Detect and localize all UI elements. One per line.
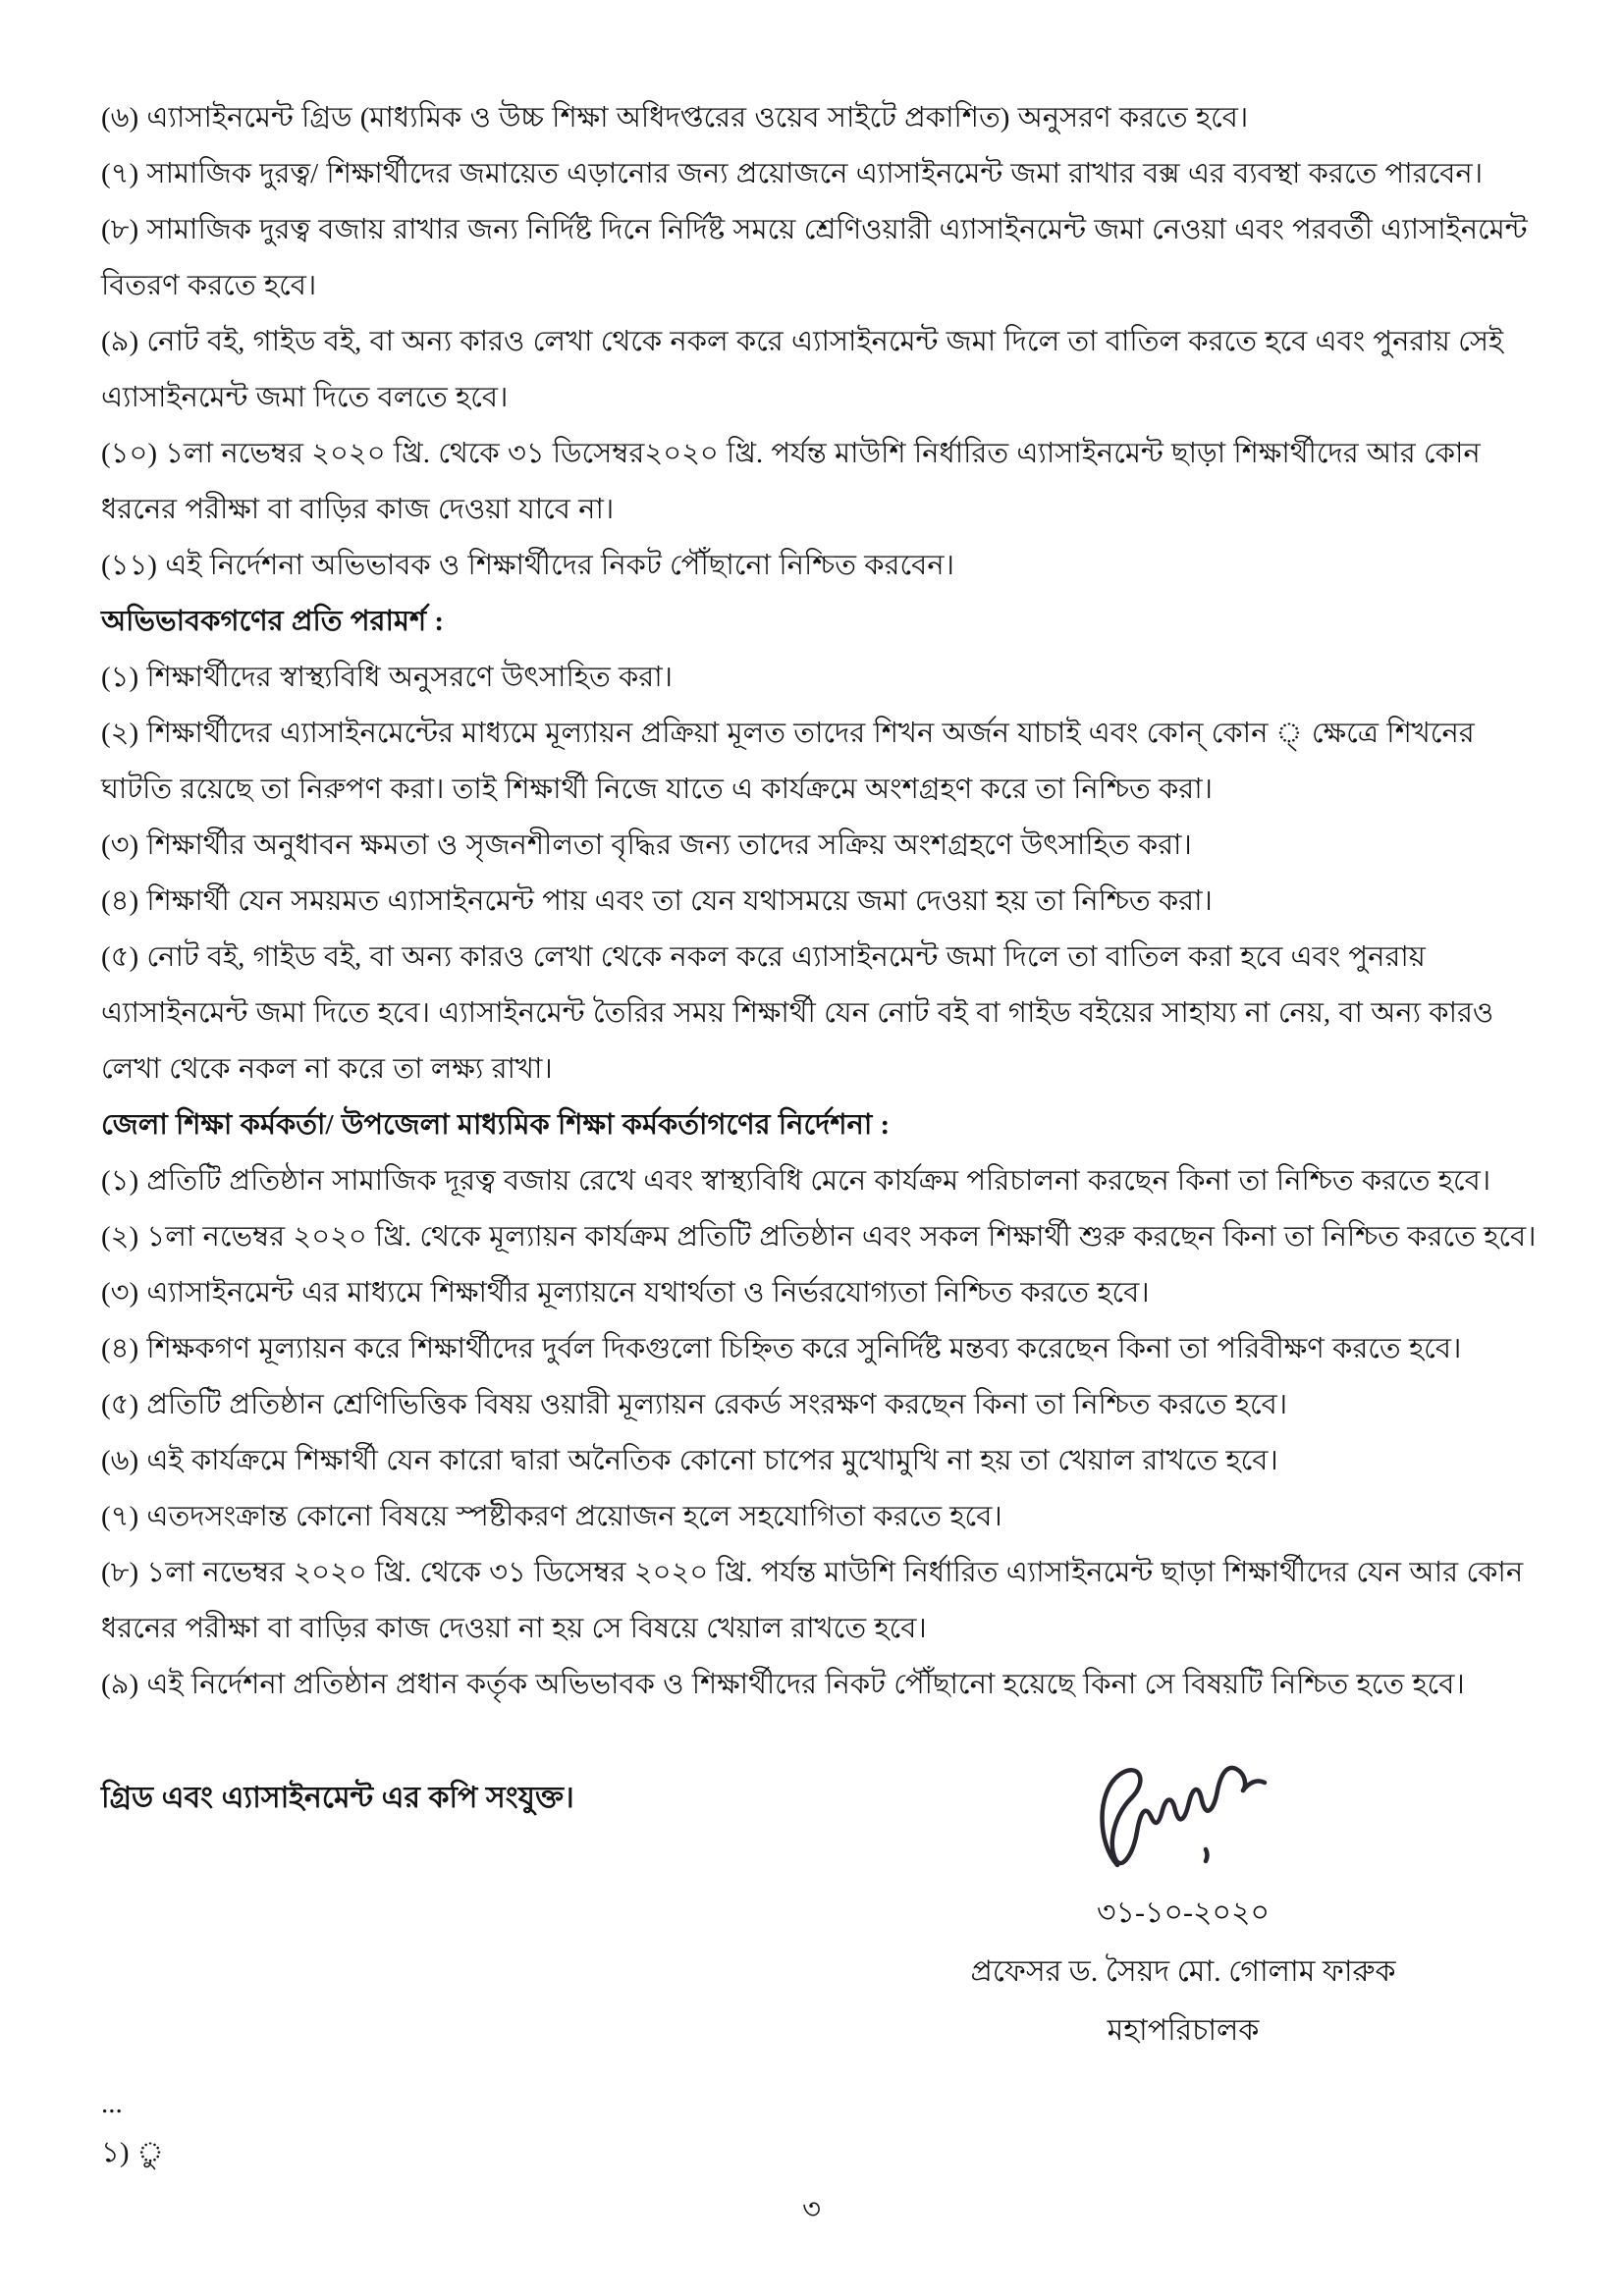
list-item: (১) শিক্ষার্থীদের স্বাস্থ্যবিধি অনুসরণে উৎসাহিত করা। [101,662,673,693]
footer-stray-mark: ১) ু [101,2137,164,2168]
list-item: (৯) নোট বই, গাইড বই, বা অন্য কারও লেখা থেকে নকল করে এ্যাসাইনমেন্ট জমা দিলে তা বাতিল করতে হবে এবং পুনরায় সেই এ্যাসাইনমেন্ট জমা দিতে বলতে হবে। [101,326,1504,413]
list-item: (৬) এই কার্যক্রমে শিক্ষার্থী যেন কারো দ্বারা অনৈতিক কোনো চাপের মুখোমুখি না হয় তা খেয়াল রাখতে হবে। [101,1445,1278,1476]
footer-ellipsis: ... [101,2088,123,2119]
page-number: ৩ [802,2194,821,2225]
section-heading-district-officers: জেলা শিক্ষা কর্মকর্তা/ উপজেলা মাধ্যমিক শিক্ষা কর্মকর্তাগণের নির্দেশনা : [101,1109,891,1141]
list-item: (৩) শিক্ষার্থীর অনুধাবন ক্ষমতা ও সৃজনশীলতা বৃদ্ধির জন্য তাদের সক্রিয় অংশগ্রহণে উৎসাহিত করা। [101,829,1192,861]
list-item: (৯) এই নির্দেশনা প্রতিষ্ঠান প্রধান কর্তৃক অভিভাবক ও শিক্ষার্থীদের নিকট পৌঁছানো হয়েছে কিনা সে বিষয়টি নিশ্চিত হতে হবে। [101,1669,1465,1700]
list-item: (৮) সামাজিক দুরত্ব বজায় রাখার জন্য নির্দিষ্ট দিনে নির্দিষ্ট সময়ে শ্রেণিওয়ারী এ্যাসাইনমেন্ট জমা নেওয়া এবং পরবর্তী এ্যাসাইনমেন্ট বিতরণ করতে হবে। [101,214,1528,301]
list-item: (৭) সামাজিক দুরত্ব/ শিক্ষার্থীদের জমায়েত এড়ানোর জন্য প্রয়োজনে এ্যাসাইনমেন্ট জমা রাখার বক্স এর ব্যবস্থা করতে পারবেন। [101,158,1484,189]
section-heading-parents-advice: অভিভাবকগণের প্রতি পরামর্শ : [101,606,445,637]
list-item: (৫) নোট বই, গাইড বই, বা অন্য কারও লেখা থেকে নকল করে এ্যাসাইনমেন্ট জমা দিলে তা বাতিল করা হবে এবং পুনরায় এ্যাসাইনমেন্ট জমা দিতে হবে। এ্যাসাইনমেন্ট তৈরির সময় শিক্ষার্থী যেন নোট বই বা গাইড বইয়ের সাহায্য না নেয়, বা অন্য কারও লেখা থেকে নকল না করে তা লক্ষ্য রাখা। [101,941,1494,1085]
list-item: (৩) এ্যাসাইনমেন্ট এর মাধ্যমে শিক্ষার্থীর মূল্যায়নে যথার্থতা ও নির্ভরযোগ্যতা নিশ্চিত করতে হবে। [101,1277,1150,1308]
list-item: (৪) শিক্ষকগণ মূল্যায়ন করে শিক্ষার্থীদের দুর্বল দিকগুলো চিহ্নিত করে সুনির্দিষ্ট মন্তব্য করেছেন কিনা তা পরিবীক্ষণ করতে হবে। [101,1333,1462,1364]
list-item: (২) ১লা নভেম্বর ২০২০ খ্রি. থেকে মূল্যায়ন কার্যক্রম প্রতিটি প্রতিষ্ঠান এবং সকল শিক্ষার্থী শুরু করছেন কিনা তা নিশ্চিত করতে হবে। [101,1221,1537,1253]
signatory-name: প্রফেসর ড. সৈয়দ মো. গোলাম ফারুক [970,1955,1396,1988]
section-district-officers [101,1153,1537,1713]
list-item: (৮) ১লা নভেম্বর ২০২০ খ্রি. থেকে ৩১ ডিসেম্বর ২০২০ খ্রি. পর্যন্ত মাউশি নির্ধারিত এ্যাসাইনমেন্ট ছাড়া শিক্ষার্থীদের যেন আর কোন ধরনের পরীক্ষা বা বাড়ির কাজ দেওয়া না হয় সে বিষয়ে খেয়াল রাখতে হবে। [101,1557,1524,1644]
signature-date: ৩১-১০-২০২০ [1097,1896,1270,1929]
list-item: (১১) এই নির্দেশনা অভিভাবক ও শিক্ষার্থীদের নিকট পৌঁছানো নিশ্চিত করবেন। [101,550,954,581]
list-item: (৪) শিক্ষার্থী যেন সময়মত এ্যাসাইনমেন্ট পায় এবং তা যেন যথাসময়ে জমা দেওয়া হয় তা নিশ্চিত করা। [101,885,1213,917]
list-item: (৭) এতদসংক্রান্ত কোনো বিষয়ে স্পষ্টীকরণ প্রয়োজন হলে সহযোগিতা করতে হবে। [101,1501,1002,1532]
section-parents-advice [101,650,1537,1097]
list-item: (১) প্রতিটি প্রতিষ্ঠান সামাজিক দূরত্ব বজায় রেখে এবং স্বাস্থ্যবিধি মেনে কার্যক্রম পরিচালনা করছেন কিনা তা নিশ্চিত করতে হবে। [101,1165,1491,1197]
list-item: (৫) প্রতিটি প্রতিষ্ঠান শ্রেণিভিত্তিক বিষয় ওয়ারী মূল্যায়ন রেকর্ড সংরক্ষণ করছেন কিনা তা নিশ্চিত করতে হবে। [101,1389,1288,1420]
section-general-instructions [101,90,1537,594]
attachment-note: গ্রিড এবং এ্যাসাইনমেন্ট এর কপি সংযুক্ত। [101,1782,574,1814]
signature-image [1080,1755,1286,1878]
list-item: (১০) ১লা নভেম্বর ২০২০ খ্রি. থেকে ৩১ ডিসেম্বর২০২০ খ্রি. পর্যন্ত মাউশি নির্ধারিত এ্যাসাইনমেন্ট ছাড়া শিক্ষার্থীদের আর কোন ধরনের পরীক্ষা বা বাড়ির কাজ দেওয়া যাবে না। [101,438,1481,525]
signatory-title: মহাপরিচালক [1107,2014,1260,2047]
list-item: (৬) এ্যাসাইনমেন্ট গ্রিড (মাধ্যমিক ও উচ্চ শিক্ষা অধিদপ্তরের ওয়েব সাইটে প্রকাশিত) অনুসরণ করতে হবে। [101,102,1249,133]
footer-notes [101,2079,164,2177]
document-body [101,90,1537,1826]
signature-block [967,1755,1399,2060]
list-item: (২) শিক্ষার্থীদের এ্যাসাইনমেন্টের মাধ্যমে মূল্যায়ন প্রক্রিয়া মূলত তাদের শিখন অর্জন যাচাই এবং কোন্ কোন ্ ক্ষেত্রে শিখনের ঘাটতি রয়েছে তা নিরুপণ করা। তাই শিক্ষার্থী নিজে যাতে এ কার্যক্রমে অংশগ্রহণ করে তা নিশ্চিত করা। [101,718,1475,805]
